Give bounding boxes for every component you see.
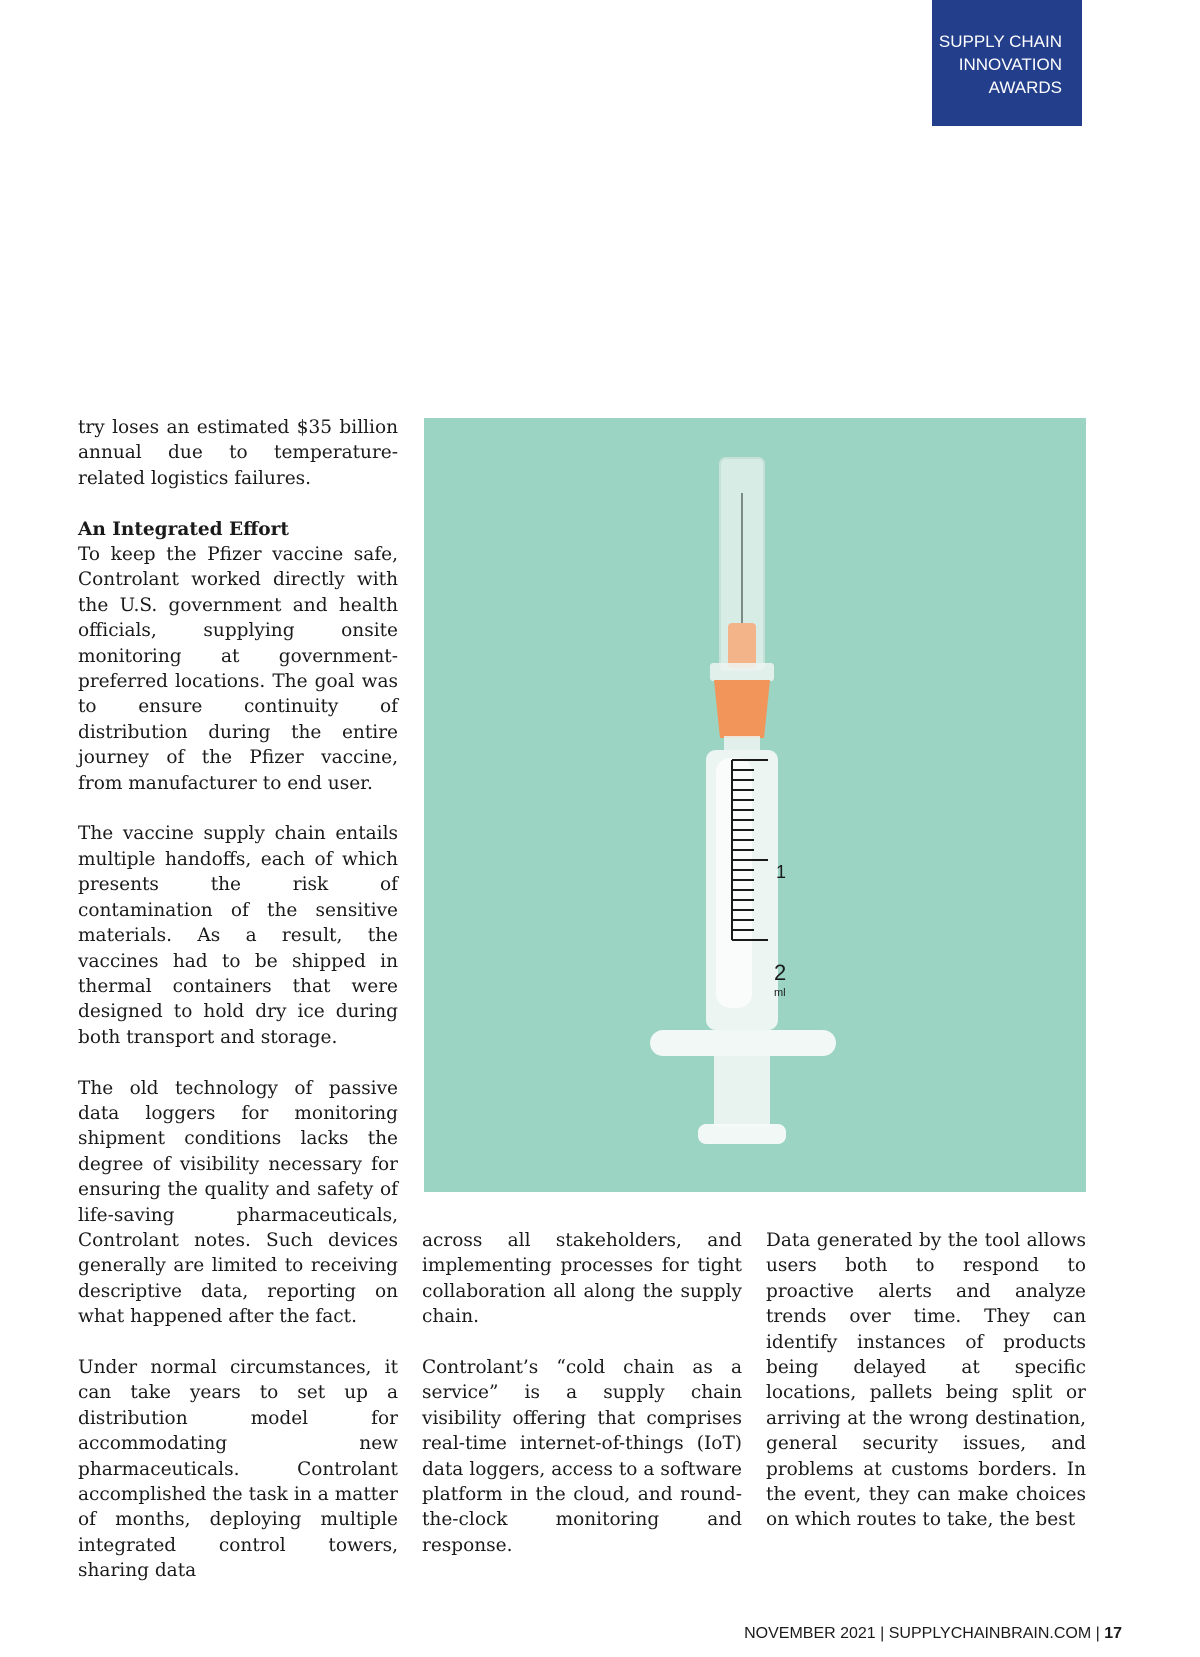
paragraph-4: The old technology of passive data loggers for monitoring shipment conditions lacks the degree of visibility necessary for ensuring the quality and safety of life-saving pharmaceuticals, Controlant notes. Such devices generally are limited to receiving descriptive data, reporting on what happened after the fact. [78, 1077, 398, 1328]
footer-issue: NOVEMBER 2021 | SUPPLYCHAINBRAIN.COM | [744, 1625, 1105, 1642]
section-tag-line-1: SUPPLY CHAIN [938, 32, 1062, 51]
paragraph-3: The vaccine supply chain entails multiple handoffs, each of which presents the risk of contamination of the sensitive materials. As a result, the vaccines had to be shipped in thermal containers that were designed to hold dry ice during both transport and storage. [78, 823, 398, 1048]
syringe-photo [424, 418, 1086, 1192]
syringe-illustration [424, 418, 1086, 1192]
paragraph-6: across all stakeholders, and implementing processes for tight collaboration all along the supply chain. [422, 1230, 742, 1328]
article-column-2 [422, 1228, 742, 1584]
paragraph-5: Under normal circumstances, it can take years to set up a distribution model for accommodating new pharmaceuticals. Controlant accomplished the task in a matter of months, deploying multiple integrated control towers, sharing data [78, 1356, 398, 1582]
section-tag [932, 0, 1082, 126]
scale-unit: ml [774, 987, 786, 999]
section-heading: An Integrated Effort [78, 518, 289, 540]
article-column-1 [78, 415, 398, 1609]
scale-label-2: 2 [774, 960, 787, 985]
paragraph-1: try loses an estimated $35 billion annual due to temperature-related logistics failures. [78, 417, 398, 489]
page-footer [744, 1625, 1122, 1643]
page-number: 17 [1104, 1625, 1122, 1642]
paragraph-7: Controlant’s “cold chain as a service” is a supply chain visibility offering that comprises real-time internet-of-things (IoT) data loggers, access to a software platform in the cloud, and round-the-clock monitoring and response. [422, 1357, 742, 1556]
section-tag-line-3: AWARDS [988, 78, 1062, 97]
section-tag-line-2: INNOVATION [958, 55, 1062, 74]
paragraph-2: To keep the Pfizer vaccine safe, Controlant worked directly with the U.S. government and health officials, supplying onsite monitoring at government-preferred locations. The goal was to ensure continuity of distribution during the entire journey of the Pfizer vaccine, from manufacturer to end user. [78, 544, 398, 794]
scale-label-1: 1 [776, 862, 787, 882]
article-column-3 [766, 1228, 1086, 1558]
paragraph-8: Data generated by the tool allows users both to respond to proactive alerts and analyze trends over time. They can identify instances of products being delayed at specific locations, pallets being split or arriving at the wrong destination, general security issues, and problems at customs borders. In the event, they can make choices on which routes to take, the best [766, 1230, 1086, 1531]
